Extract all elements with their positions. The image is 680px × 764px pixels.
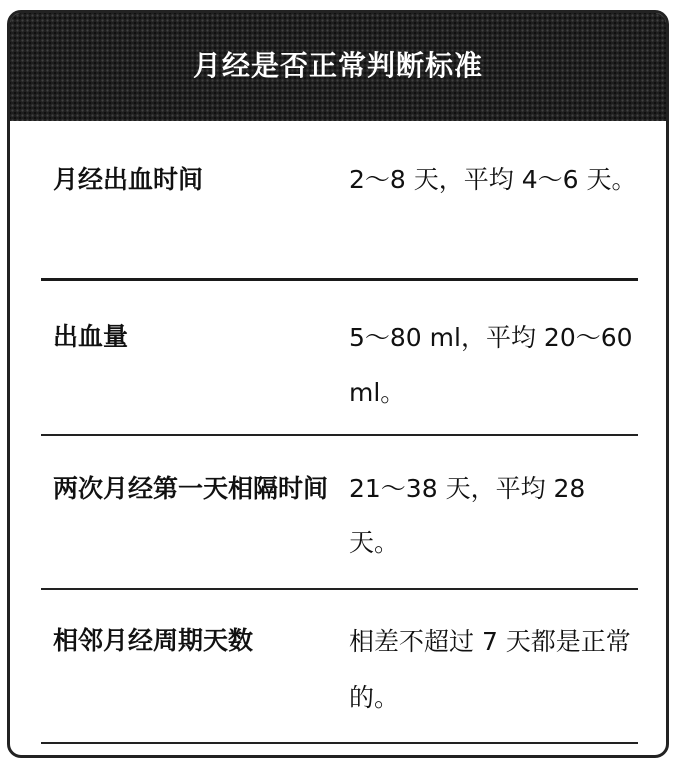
standards-card bbox=[7, 10, 669, 758]
row-value: 21～38 天，平均 28 天。 bbox=[349, 474, 586, 557]
row-label: 月经出血时间 bbox=[53, 165, 204, 194]
table-row bbox=[41, 121, 638, 281]
card-title: 月经是否正常判断标准 bbox=[192, 49, 483, 82]
row-value: 5～80 ml，平均 20～60 ml。 bbox=[349, 323, 633, 407]
table-row bbox=[41, 436, 638, 590]
row-value: 相差不超过 7 天都是正常的。 bbox=[349, 627, 631, 712]
row-label: 相邻月经周期天数 bbox=[53, 626, 254, 655]
row-label: 出血量 bbox=[53, 322, 129, 351]
table-row bbox=[41, 281, 638, 436]
card-header bbox=[10, 13, 666, 121]
standards-table bbox=[41, 121, 638, 744]
table-row bbox=[41, 590, 638, 744]
row-value: 2～8 天，平均 4～6 天。 bbox=[349, 165, 637, 194]
row-label: 两次月经第一天相隔时间 bbox=[53, 474, 329, 503]
